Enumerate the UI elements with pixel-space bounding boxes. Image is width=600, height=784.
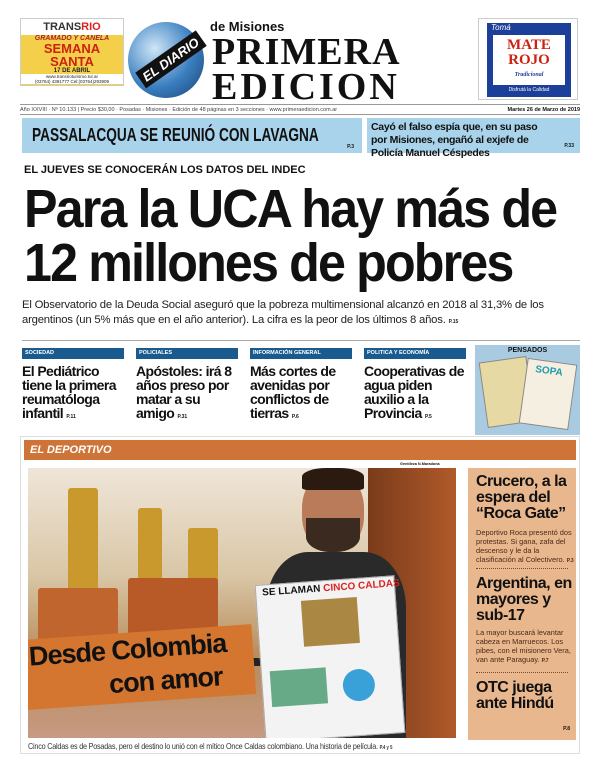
page-ref: P.5 [424,414,432,420]
ad-line: GRAMADO Y CANELA [34,35,110,42]
column-story[interactable] [250,348,352,434]
lead-headline[interactable] [24,179,557,293]
top-story-1[interactable] [22,118,362,153]
logo-title-line1: PRIMERA [212,31,401,73]
ad-line: (03764) 4391777 Cel:(03764)293909 [21,79,123,84]
top-story-2[interactable] [367,118,580,159]
ad-tagline: Disfrutá la Calidad [508,87,550,93]
logo-badge: EL DIARIO [135,31,206,89]
lead-deck [22,298,582,330]
ad-line: Tradicional [514,72,544,78]
column-story[interactable] [364,348,466,434]
column-headline-text: Apóstoles: irá 8 años preso por matar a su amigo [136,363,232,421]
page-ref: P.4 y 5 [379,745,393,751]
sidebar-headline[interactable]: Argentina, en mayores y sub-17 [476,575,572,624]
page-ref: P.3 [566,558,574,564]
divider [476,568,568,569]
body-text: La mayor buscará levantar cabeza en Marruecos. Los pibes, con el misionero Vera, van ante Paraguay. [476,628,571,664]
ad-line: SEMANA [43,41,101,56]
pensados-promo[interactable] [475,345,580,435]
photo-headline-line: con amor [108,661,224,700]
sidebar-body [476,528,574,566]
ad-label [493,35,565,85]
paper-headline: CINCO CALDAS [322,577,401,595]
person-hair [302,468,364,490]
headline-line: 12 millones de pobres [24,233,513,293]
paper-headline: SE LLAMAN [261,583,321,599]
page-ref: P.6 [291,414,299,420]
ad-mate-rojo[interactable] [478,18,578,100]
section-title: EL DEPORTIVO [30,444,112,456]
sports-photo[interactable] [28,468,456,738]
section-header [24,440,576,460]
top-story-title: PASSALACQUA SE REUNIÓ CON LAVAGNA [32,125,319,145]
photo-headline [28,624,256,710]
page-ref: P.11 [66,414,76,420]
deck-text: El Observatorio de la Deuda Social aseguró que la pobreza multimensional alcanzó en 2018 al 31,3% de los argentinos (un 5% más que en el año anterior). La cifra es la peor de los últimos 8 años. [22,299,544,326]
page-ref: P.3 [347,144,354,150]
edition-text: Año XXVIII · Nº 10.133 | Precio $30,00 · Posadas · Misiones · Edición de 48 páginas en 3 secciones · www.primeraedicion.com.ar [20,107,338,113]
section-label: POLICIALES [136,348,238,359]
trophy-image [68,488,98,598]
ad-brand [21,19,123,35]
page-ref: P.33 [564,143,574,149]
column-story[interactable] [22,348,124,434]
sidebar-headline[interactable]: OTC juega ante Hindú [476,679,554,712]
headline-line: Para la UCA hay más de [24,179,557,239]
paper-photo [270,667,328,707]
section-label: SOCIEDAD [22,348,124,359]
ad-line: ROJO [508,52,550,68]
body-text: Deportivo Roca presentó dos protestas. Si gana, zafa del descenso y le da la clasificación al Colectivero. [476,528,572,564]
sidebar-body [476,628,574,666]
section-label: POLITICA Y ECONOMÍA [364,348,466,359]
page-ref: P.8 [563,726,570,732]
column-story[interactable] [136,348,238,434]
edition-info [20,104,580,115]
lead-kicker: EL JUEVES SE CONOCERÁN LOS DATOS DEL INDEC [24,164,306,176]
photo-headline-line: Desde Colombia [28,627,228,672]
photo-caption [28,741,392,751]
column-headline [364,364,466,424]
divider [22,340,580,341]
ad-line: www.transrioturismo.tur.ar [21,74,123,79]
ad-line: SANTA [50,54,94,69]
person-beard [306,518,360,552]
edition-date: Martes 26 de Marzo de 2019 [507,107,580,113]
column-headline [22,364,124,424]
page-ref: P.7 [541,658,549,664]
column-headline [250,364,352,424]
column-headline-text: Cooperativas de agua piden auxilio a la Provincia [364,363,464,421]
page-ref: P.15 [448,319,459,325]
column-headline-text: Más cortes de avenidas por conflictos de tierras [250,363,336,421]
paper-badge [342,668,376,702]
divider [476,672,568,673]
ad-transrio[interactable] [20,18,124,86]
ad-brand-b: RIO [81,21,101,33]
ad-line: MATE [507,37,551,53]
magazine-title: SOPA [534,364,564,379]
page-ref: P.31 [177,414,188,420]
ad-line: 17 DE ABRIL [53,68,91,74]
column-headline [136,364,238,424]
newspaper-in-photo [255,575,406,738]
promo-title: PENSADOS [507,347,548,354]
ad-brand-a: TRANS [43,21,82,33]
sidebar-headline[interactable]: Crucero, a la espera del “Roca Gate” [476,473,567,522]
photo-credit: Gentileza N.Maradona [400,462,440,466]
caption-text: Cinco Caldas es de Posadas, pero el destino lo unió con el mítico Once Caldas colombiano. Una historia de película. [28,741,378,751]
column-headline-text: El Pediátrico tiene la primera reumatóloga infantil [22,363,116,421]
logo-title-line2: EDICION [212,66,400,108]
paper-photo [301,597,360,647]
sports-sidebar [468,468,576,740]
top-story-title: Cayó el falso espía que, en su paso por Misiones, engañó al exjefe de Policía Manuel Céspedes [371,121,538,159]
section-label: INFORMACIÓN GENERAL [250,348,352,359]
logo-subtitle: de Misiones [210,19,285,34]
ad-toma: Tomá [491,23,511,32]
magazine-cover-image [519,358,578,430]
